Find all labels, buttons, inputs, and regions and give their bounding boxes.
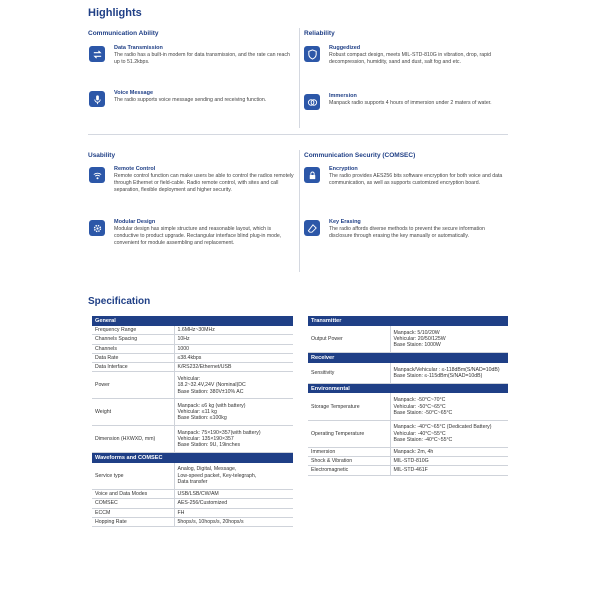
- eraser-icon: [304, 220, 320, 236]
- spec-value-line: ≤38.4kbps: [177, 354, 202, 361]
- feature-remote-control: [89, 166, 294, 195]
- feature-description: The radio affords diverse methods to prevent the secure information disclosure through erasing the key manually or automatically.: [329, 226, 485, 240]
- feature-voice-message: [89, 90, 294, 104]
- spec-value-line: Low-speed packet, Key-telegraph,: [177, 472, 257, 479]
- spec-row: [92, 508, 293, 517]
- spec-table-right: [308, 316, 508, 476]
- spec-row: [92, 344, 293, 353]
- feature-title: Remote Control: [114, 166, 156, 172]
- section-filler: [174, 316, 293, 326]
- spec-row: [308, 420, 508, 447]
- spec-value-line: Base Staion: -50°C~65°C: [393, 409, 453, 416]
- spec-value-line: Base Station: ≤100kg: [177, 415, 227, 422]
- section-divider: [88, 134, 508, 135]
- section-filler: [390, 316, 508, 326]
- immersion-icon: [304, 94, 320, 110]
- feature-description: The radio supports voice message sending and receiving function.: [114, 97, 267, 103]
- specification-title: Specification: [88, 296, 151, 307]
- spec-value-line: 10Hz: [177, 336, 190, 343]
- spec-table-left: [92, 316, 293, 527]
- spec-value: [390, 447, 508, 456]
- feature-immersion: [304, 93, 509, 107]
- spec-key: Voice and Data Modes: [92, 490, 174, 499]
- feature-description: Remote control function can make users be able to control the radios remotely through Ethernet or field-cable. Radio remote control, with sites and call separation, flexible deployment and higher security.: [114, 173, 294, 194]
- spec-row: [308, 457, 508, 466]
- section-filler: [174, 453, 293, 463]
- spec-row: [92, 335, 293, 344]
- spec-key: Operating Temperature: [308, 420, 390, 447]
- spec-value-line: 1000: [177, 345, 190, 352]
- spec-value-line: 1.6MHz~30MHz: [177, 327, 215, 333]
- spec-value-line: Base Staion: ≤-115dBm(S/NAD=10dB): [393, 372, 483, 379]
- feature-title: Encryption: [329, 166, 358, 172]
- highlights-title: Highlights: [88, 7, 142, 19]
- spec-value: [174, 517, 293, 526]
- spec-row: [92, 463, 293, 490]
- spec-value-line: Vehicular: 20/50/125W: [393, 336, 446, 343]
- feature-title: Ruggedized: [329, 45, 361, 51]
- spec-key: Weight: [92, 399, 174, 426]
- spec-section-header: [92, 453, 293, 463]
- spec-value-line: Manpack: 75×190×357(with battery): [177, 429, 261, 436]
- spec-value: [174, 326, 293, 335]
- section-label: Transmitter: [308, 316, 390, 326]
- feature-description: The radio provides AES256 bits software encryption for both voice and data communication, as well as supports customized encryption board.: [329, 173, 503, 187]
- spec-row: [92, 490, 293, 499]
- spec-key: Dimension (HXWXD, mm): [92, 426, 174, 453]
- feature-description: Robust compact design, meets MIL-STD-810G in vibration, drop, rapid decompression, humidity, sand and dust, salt fog and etc.: [329, 52, 492, 66]
- spec-value-line: Base Staion: 1000W: [393, 342, 441, 349]
- spec-key: Output Power: [308, 326, 390, 353]
- spec-key: Channels: [92, 344, 174, 353]
- spec-key: COMSEC: [92, 499, 174, 508]
- spec-row: [92, 363, 293, 372]
- column-divider-top: [299, 28, 300, 128]
- spec-value-line: Base Staion: -40°C~55°C: [393, 436, 453, 443]
- category-comsec: Communication Security (COMSEC): [304, 152, 416, 159]
- spec-key: Storage Temperature: [308, 393, 390, 420]
- category-usability: Usability: [88, 152, 116, 159]
- spec-key: Shock & Vibration: [308, 457, 390, 466]
- category-communication-ability: Communication Ability: [88, 30, 159, 37]
- spec-value-line: Vehicular: -40°C~55°C: [393, 430, 446, 437]
- spec-value-line: 18.2~32.4V,24V (Nominal)DC: [177, 382, 246, 389]
- spec-key: Data Rate: [92, 353, 174, 362]
- spec-value-line: Manpack: 2m, 4h: [393, 448, 434, 455]
- spec-section-header: [308, 383, 508, 393]
- section-label: Waveforms and COMSEC: [92, 453, 174, 463]
- feature-data-transmission: [89, 45, 294, 66]
- spec-key: Electromagnetic: [308, 466, 390, 475]
- spec-row: [92, 353, 293, 362]
- feature-description: Modular design has simple structure and reasonable layout, which is conductive to product upgrade. Rectangular interface blind plug-in mode, convenient for module assembling and replacement.: [114, 226, 282, 247]
- feature-description: The radio has a built-in modem for data transmission, and the rate can reach up to 51.2kbps.: [114, 52, 290, 66]
- spec-value: [174, 499, 293, 508]
- section-label: Environmental: [308, 383, 390, 393]
- spec-value: [174, 463, 293, 490]
- spec-value-line: MIL-STD-461F: [393, 467, 428, 474]
- spec-key: Immersion: [308, 447, 390, 456]
- spec-value-line: MIL-STD-810G: [393, 458, 429, 465]
- microphone-icon: [89, 91, 105, 107]
- feature-key-erasing: [304, 219, 509, 240]
- spec-key: ECCM: [92, 508, 174, 517]
- spec-value-line: Manpack: -50°C~70°C: [393, 397, 446, 404]
- feature-ruggedized: [304, 45, 509, 66]
- feature-title: Key Erasing: [329, 219, 361, 225]
- spec-value-line: Vehicular: -50°C~65°C: [393, 403, 446, 410]
- spec-row: [92, 499, 293, 508]
- spec-value: [390, 420, 508, 447]
- spec-value-line: Base Station: 9U, 19inches: [177, 442, 241, 449]
- spec-value-line: Manpack: ≤6 kg (with battery): [177, 402, 246, 409]
- spec-value-line: FH: [177, 509, 185, 516]
- spec-section-header: [308, 316, 508, 326]
- spec-value: [390, 466, 508, 475]
- spec-section-header: [308, 353, 508, 363]
- spec-value: [390, 326, 508, 353]
- spec-value: [174, 344, 293, 353]
- spec-value: [390, 393, 508, 420]
- category-reliability: Reliability: [304, 30, 335, 37]
- feature-title: Modular Design: [114, 219, 156, 225]
- section-label: Receiver: [308, 353, 390, 363]
- section-filler: [390, 383, 508, 393]
- spec-value: [174, 490, 293, 499]
- spec-key: Frequency Range: [92, 326, 174, 335]
- spec-value-line: USB/LSB/CW/AM: [177, 491, 219, 498]
- spec-row: [92, 426, 293, 453]
- lock-icon: [304, 167, 320, 183]
- spec-value-line: AES-256/Customized: [177, 500, 228, 507]
- spec-row: [92, 372, 293, 399]
- spec-row: [308, 393, 508, 420]
- feature-title: Immersion: [329, 93, 357, 99]
- spec-value: [174, 426, 293, 453]
- spec-value-line: Vehicular: 135×190×357: [177, 436, 234, 443]
- spec-row: [308, 447, 508, 456]
- feature-title: Data Transmission: [114, 45, 163, 51]
- spec-value: [174, 353, 293, 362]
- feature-description: Manpack radio supports 4 hours of immersion under 2 maters of water.: [329, 100, 492, 106]
- spec-key: Service type: [92, 463, 174, 490]
- feature-modular-design: [89, 219, 294, 248]
- spec-value-line: Analog, Digital, Message,: [177, 466, 237, 473]
- spec-value: [390, 363, 508, 384]
- spec-value: [174, 372, 293, 399]
- spec-value: [174, 399, 293, 426]
- section-label: General: [92, 316, 174, 326]
- spec-key: Data Interface: [92, 363, 174, 372]
- remote-control-icon: [89, 167, 105, 183]
- spec-value-line: Base Station: 380V±10% AC: [177, 388, 244, 395]
- spec-value-line: Manpack: -40°C~65°C (Dedicated Battery): [393, 424, 492, 431]
- spec-value-line: 5hops/s, 10hops/s, 20hops/s: [177, 518, 244, 525]
- transmission-icon: [89, 46, 105, 62]
- section-filler: [390, 353, 508, 363]
- spec-section-header: [92, 316, 293, 326]
- spec-row: [308, 466, 508, 475]
- spec-row: [92, 326, 293, 335]
- spec-value: [174, 363, 293, 372]
- spec-value-line: Vehicular:: [177, 375, 201, 382]
- spec-key: Hopping Rate: [92, 517, 174, 526]
- spec-value-line: Manpack: 5/10/20W: [393, 329, 440, 336]
- spec-row: [92, 399, 293, 426]
- feature-title: Voice Message: [114, 90, 154, 96]
- spec-key: Channels Spacing: [92, 335, 174, 344]
- spec-row: [308, 326, 508, 353]
- spec-value: [174, 508, 293, 517]
- spec-value-line: Vehicular: ≤11 kg: [177, 409, 217, 416]
- spec-value-line: K/RS232/Ethernet/USB: [177, 364, 232, 371]
- column-divider-bottom: [299, 150, 300, 272]
- shield-icon: [304, 46, 320, 62]
- gear-icon: [89, 220, 105, 236]
- spec-key: Power: [92, 372, 174, 399]
- feature-encryption: [304, 166, 509, 187]
- spec-row: [308, 363, 508, 384]
- spec-row: [92, 517, 293, 526]
- spec-value: [174, 335, 293, 344]
- spec-value: [390, 457, 508, 466]
- spec-key: Sensitivity: [308, 363, 390, 384]
- spec-value-line: Manpack/Vehicular : ≤-118dBm(S/NAD=10dB): [393, 366, 500, 373]
- spec-value-line: Data transfer: [177, 479, 208, 485]
